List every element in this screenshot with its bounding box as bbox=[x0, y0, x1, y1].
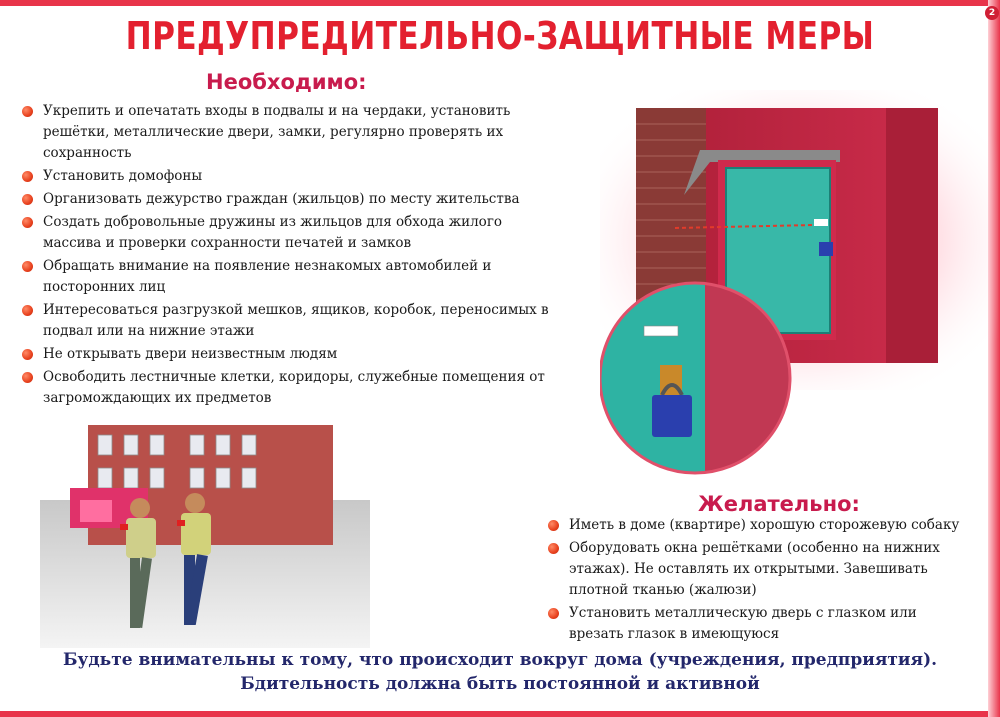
bullet-icon bbox=[22, 106, 33, 117]
bullet-icon bbox=[548, 520, 559, 531]
padlock-closeup-icon bbox=[652, 395, 692, 437]
necessary-list bbox=[19, 101, 559, 411]
list-item: Освободить лестничные клетки, коридоры, служебные помещения от загромождающих их предметов bbox=[19, 367, 559, 409]
frame-bottom bbox=[0, 711, 1000, 717]
page-number: 2 bbox=[985, 6, 999, 20]
padlock-icon bbox=[819, 242, 833, 256]
bullet-icon bbox=[548, 543, 559, 554]
bullet-icon bbox=[548, 608, 559, 619]
list-item: Установить домофоны bbox=[19, 166, 559, 187]
seal bbox=[814, 219, 828, 226]
list-item: Установить металлическую дверь с глазком или врезать глазок в имеющуюся bbox=[545, 603, 975, 645]
page-title: ПРЕДУПРЕДИТЕЛЬНО-ЗАЩИТНЫЕ МЕРЫ bbox=[125, 14, 875, 58]
list-item: Обращать внимание на появление незнакомых автомобилей и посторонних лиц bbox=[19, 256, 559, 298]
footer-line-1: Будьте внимательны к тому, что происходит вокруг дома (учреждения, предприятия). bbox=[62, 650, 938, 670]
bullet-icon bbox=[22, 372, 33, 383]
necessary-heading: Необходимо: bbox=[206, 70, 367, 94]
frame-top bbox=[0, 0, 1000, 6]
bullet-icon bbox=[22, 217, 33, 228]
footer-line-2: Бдительность должна быть постоянной и активной bbox=[240, 674, 760, 694]
desirable-heading: Желательно: bbox=[698, 492, 860, 516]
list-item: Интересоваться разгрузкой мешков, ящиков, коробок, переносимых в подвал или на нижние этажи bbox=[19, 300, 559, 342]
list-item: Организовать дежурство граждан (жильцов) по месту жительства bbox=[19, 189, 559, 210]
bullet-icon bbox=[22, 349, 33, 360]
list-item: Не открывать двери неизвестным людям bbox=[19, 344, 559, 365]
bullet-icon bbox=[22, 305, 33, 316]
desirable-list bbox=[545, 515, 975, 647]
list-item: Иметь в доме (квартире) хорошую сторожевую собаку bbox=[545, 515, 975, 536]
list-item: Создать добровольные дружины из жильцов для обхода жилого массива и проверки сохранности печатей и замков bbox=[19, 212, 559, 254]
bullet-icon bbox=[22, 261, 33, 272]
seal-closeup bbox=[644, 326, 678, 336]
bullet-icon bbox=[22, 194, 33, 205]
list-item: Укрепить и опечатать входы в подвалы и на чердаки, установить решётки, металлические двери, замки, регулярно проверять их сохранность bbox=[19, 101, 559, 164]
bullet-icon bbox=[22, 171, 33, 182]
door-illustration bbox=[600, 90, 998, 480]
patrol-illustration bbox=[40, 420, 370, 648]
side-wall bbox=[886, 108, 938, 363]
list-item: Оборудовать окна решётками (особенно на нижних этажах). Не оставлять их открытыми. Завешивать плотной тканью (жалюзи) bbox=[545, 538, 975, 601]
